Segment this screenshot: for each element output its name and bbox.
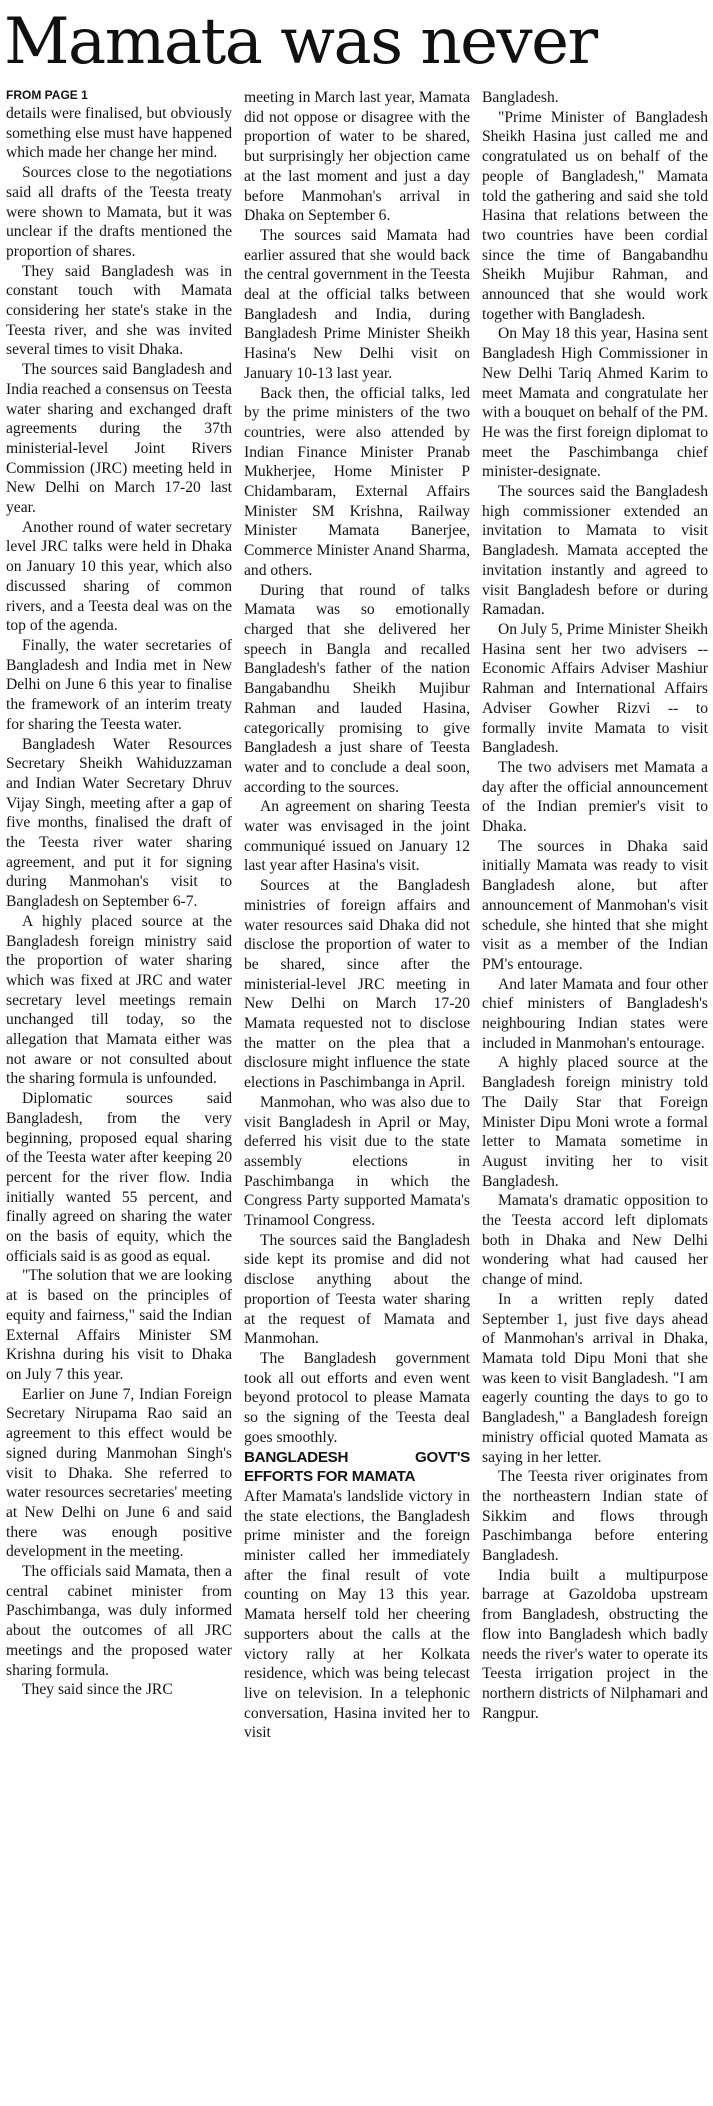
column-1 [6,88,232,2100]
paragraph: "The solution that we are looking at is based on the principles of equity and fairness," said the Indian External Affairs Minister SM Krishna during his visit to Dhaka on July 7 this year. [6,1267,232,1383]
paragraph: Diplomatic sources said Bangladesh, from the very beginning, proposed equal sharing of the Teesta water after keeping 20 percent for the river flow. India initially wanted 55 percent, and finally agreed on sharing the water on the basis of equity, which the officials said is as good as equal. [6,1090,232,1265]
paragraph: Mamata's dramatic opposition to the Teesta accord left diplomats both in Dhaka and New Delhi wondering what had caused her change of mind. [482,1192,708,1289]
paragraph: details were finalised, but obviously something else must have happened which made her change her mind. [6,105,232,162]
paragraph: The officials said Mamata, then a central cabinet minister from Paschimbanga, was duly informed about the outcomes of all JRC meetings and the proposed water sharing formula. [6,1563,232,1679]
headline: Mamata was never [4,5,597,79]
paragraph: And later Mamata and four other chief ministers of Bangladesh's neighbouring Indian states were included in Manmohan's entourage. [482,975,708,1052]
paragraph: They said Bangladesh was in constant touch with Mamata considering her state's stake in the Teesta river, and she was invited several times to visit Dhaka. [6,262,232,359]
column-3 [482,88,708,2100]
paragraph: Another round of water secretary level JRC talks were held in Dhaka on January 10 this year, which also discussed sharing of common rivers, and a Teesta deal was on the top of the agenda. [6,518,232,635]
section-subheading: BANGLADESH GOVT'S EFFORTS FOR MAMATA [244,1448,470,1486]
paragraph: meeting in March last year, Mamata did not oppose or disagree with the proportion of water to be shared, but surprisingly her objection came at the last moment and just a day before Manmohan's arrival in Dhaka on September 6. [244,89,470,225]
paragraph: A highly placed source at the Bangladesh foreign ministry said the proportion of water sharing which was fixed at JRC and water secretary level meetings remain unchanged till today, so the allegation that Mamata either was not aware or not consulted about the sharing formula is unfounded. [6,912,232,1088]
column-2 [244,88,470,2100]
paragraph: After Mamata's landslide victory in the state elections, the Bangladesh prime minister and the foreign minister called her immediately after the final result of vote counting on May 13 this year. Mamata herself told her cheering supporters about the calls at the victory rally at her Kolkata residence, which was being telecast live on television. In a telephonic conversation, Hasina invited her to visit [244,1487,470,1742]
paragraph: India built a multipurpose barrage at Gazoldoba upstream from Bangladesh, obstructing the flow into Bangladesh which badly needs the river's water to operate its Teesta irrigation project in the northern districts of Nilphamari and Rangpur. [482,1566,708,1722]
paragraph: On May 18 this year, Hasina sent Bangladesh High Commissioner in New Delhi Tariq Ahmed Karim to meet Mamata and congratulate her with a bouquet on behalf of the PM. He was the first foreign diplomat to meet the Paschimbanga chief minister-designate. [482,325,708,481]
paragraph: In a written reply dated September 1, just five days ahead of Manmohan's arrival in Dhaka, Mamata told Dipu Moni that she was keen to visit Bangladesh. "I am eagerly counting the days to go to Bangladesh," a Bangladesh foreign ministry official quoted Mamata as saying in her letter. [482,1290,708,1466]
paragraph: Finally, the water secretaries of Bangladesh and India met in New Delhi on June 6 this year to finalise the framework of an interim treaty for sharing the Teesta water. [6,636,232,733]
paragraph: The sources said Mamata had earlier assured that she would back the central government in the Teesta deal at the official talks between Bangladesh and India, during Bangladesh Prime Minister Sheikh Hasina's New Delhi visit on January 10-13 last year. [244,226,470,382]
paragraph: Earlier on June 7, Indian Foreign Secretary Nirupama Rao said an agreement to this effect would be signed during Manmohan Singh's visit to Dhaka. She referred to water resources secretaries' meeting at New Delhi on June 6 and said there was enough positive development in the meeting. [6,1385,232,1561]
paragraph: Back then, the official talks, led by the prime ministers of the two countries, were also attended by Indian Finance Minister Pranab Mukherjee, Home Minister P Chidambaram, External Affairs Minister SM Krishna, Railway Minister Mamata Banerjee, Commerce Minister Anand Sharma, and others. [244,384,470,579]
article-body [6,88,708,2100]
paragraph: Manmohan, who was also due to visit Bangladesh in April or May, deferred his visit due to the state assembly elections in Paschimbanga in which the Congress Party supported Mamata's Trinamool Congress. [244,1093,470,1230]
paragraph: Bangladesh Water Resources Secretary Sheikh Wahiduzzaman and Indian Water Secretary Dhruv Vijay Singh, meeting after a gap of five months, finalised the draft of the Teesta river water sharing agreement, and put it for signing during Manmohan's visit to Bangladesh on September 6-7. [6,735,232,911]
paragraph: The sources said Bangladesh and India reached a consensus on Teesta water sharing and exchanged draft agreements during the 37th ministerial-level Joint Rivers Commission (JRC) meeting held in New Delhi on March 17-20 last year. [6,361,232,517]
paragraph: Sources close to the negotiations said all drafts of the Teesta treaty were shown to Mamata, but it was unclear if the drafts mentioned the proportion of shares. [6,164,232,260]
paragraph: On July 5, Prime Minister Sheikh Hasina sent her two advisers -- Economic Affairs Adviser Mashiur Rahman and International Affairs Adviser Gowher Rizvi -- to formally invite Mamata to visit Bangladesh. [482,620,708,757]
paragraph: The sources said the Bangladesh side kept its promise and did not disclose anything about the proportion of Teesta water sharing at the request of Mamata and Manmohan. [244,1231,470,1348]
continued-from-label: FROM PAGE 1 [6,88,88,102]
paragraph: "Prime Minister of Bangladesh Sheikh Hasina just called me and congratulated us on behalf of the people of Bangladesh," Mamata told the gathering and said she told Hasina that relations between the two countries have been cordial since the time of Bangabandhu Sheikh Mujibur Rahman, and announced that she would work together with Bangladesh. [482,108,708,323]
paragraph: The sources said the Bangladesh high commissioner extended an invitation to Mamata to visit Bangladesh. Mamata accepted the invitation instantly and agreed to visit Bangladesh before or during Ramadan. [482,483,708,619]
paragraph: During that round of talks Mamata was so emotionally charged that she delivered her speech in Bangla and recalled Bangladesh's father of the nation Bangabandhu Sheikh Mujibur Rahman and lauded Hasina, categorically promising to give Bangladesh a just share of Teesta water and to conclude a deal soon, according to the sources. [244,581,470,796]
paragraph: The Bangladesh government took all out efforts and even went beyond protocol to please Mamata so the signing of the Teesta deal goes smoothly. [244,1350,470,1446]
paragraph: An agreement on sharing Teesta water was envisaged in the joint communiqué issued on January 12 last year after Hasina's visit. [244,798,470,875]
paragraph: The sources in Dhaka said initially Mamata was ready to visit Bangladesh alone, but after announcement of Manmohan's visit schedule, she hinted that she might visit as a member of the Indian PM's entourage. [482,837,708,973]
paragraph: Bangladesh. [482,89,559,106]
paragraph: They said since the JRC [22,1681,173,1699]
paragraph: The Teesta river originates from the northeastern Indian state of Sikkim and flows through Paschimbanga before entering Bangladesh. [482,1468,708,1565]
paragraph: Sources at the Bangladesh ministries of foreign affairs and water resources said Dhaka did not disclose the proportion of water to be shared, since after the ministerial-level JRC meeting in New Delhi on March 17-20 Mamata requested not to disclose the matter on the plea that a disclosure might influence the state elections in Paschimbanga in April. [244,877,470,1092]
paragraph: The two advisers met Mamata a day after the official announcement of the Indian premier's visit to Dhaka. [482,758,708,836]
paragraph: A highly placed source at the Bangladesh foreign ministry told The Daily Star that Foreign Minister Dipu Moni wrote a formal letter to Mamata sometime in August inviting her to visit Bangladesh. [482,1054,708,1190]
